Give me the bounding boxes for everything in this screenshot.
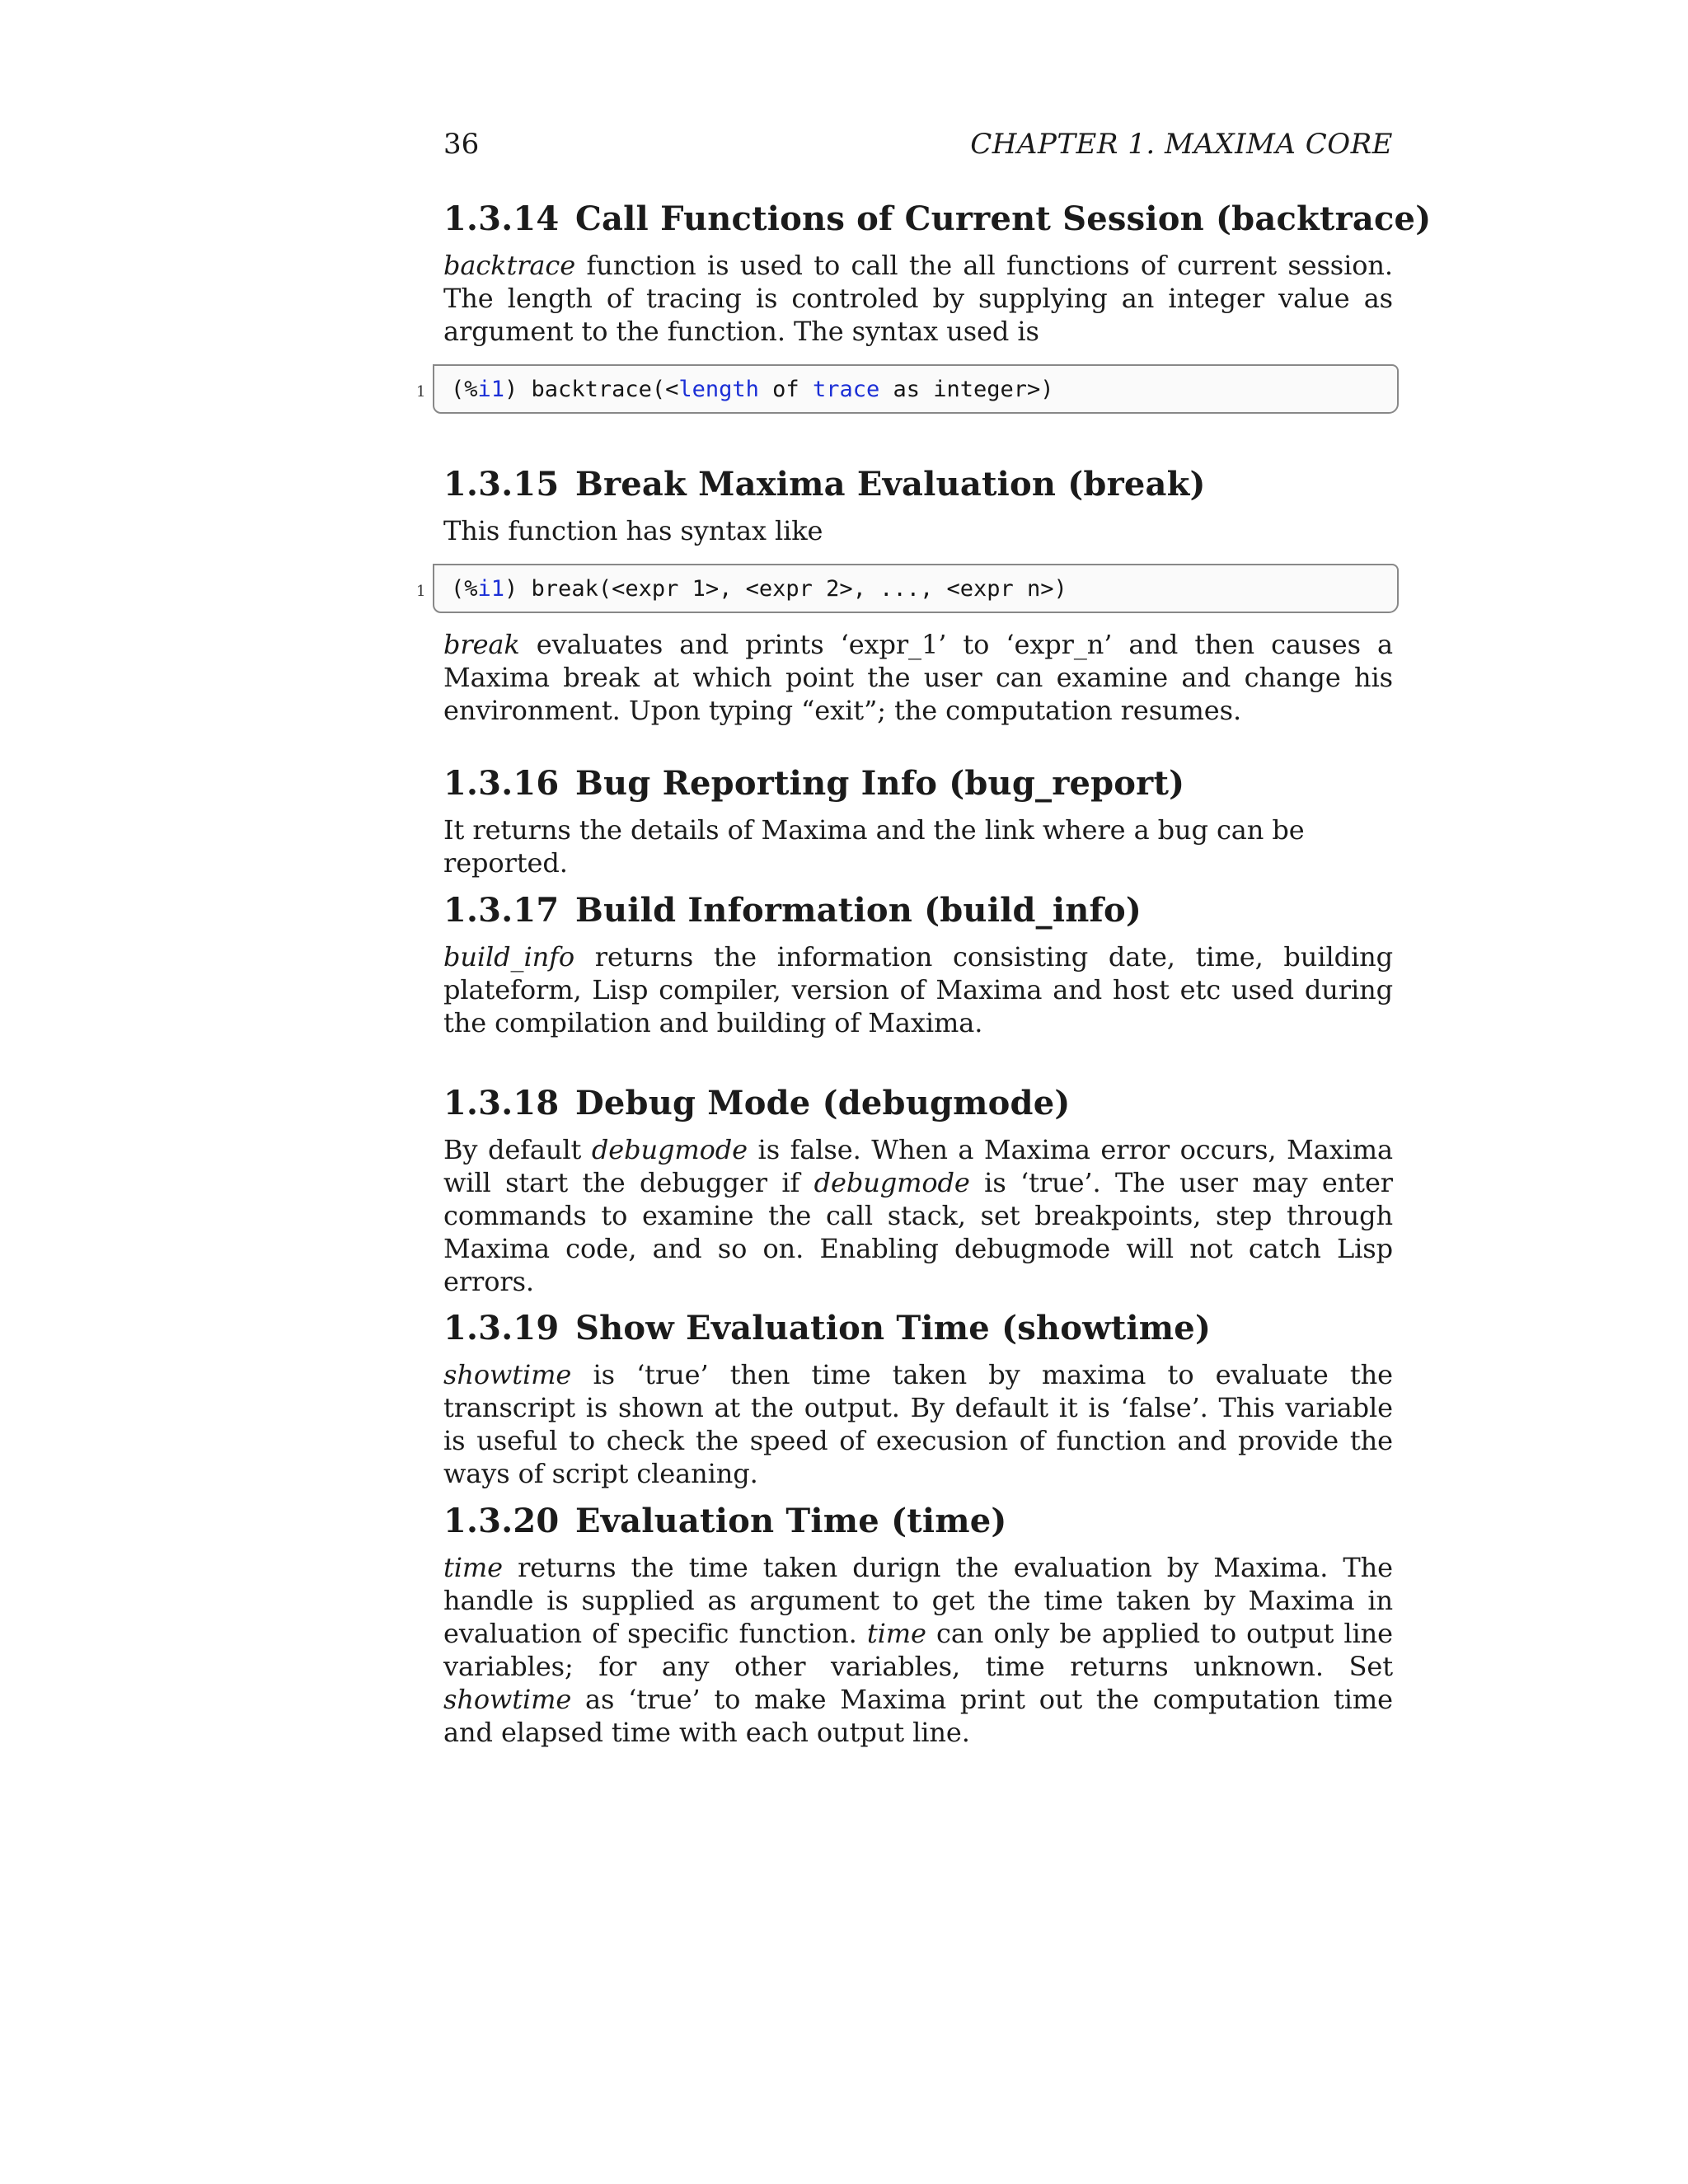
page-header bbox=[443, 124, 1393, 165]
section-bug-report bbox=[443, 761, 1393, 879]
code-line-number: 1 bbox=[416, 583, 426, 600]
paragraph-text: can only be applied to output line variables; for any other variables, time returns unknown. Set bbox=[443, 1618, 1393, 1682]
section-time bbox=[443, 1498, 1393, 1749]
section-heading bbox=[443, 462, 1393, 508]
section-break bbox=[443, 462, 1393, 547]
code-line bbox=[451, 376, 1054, 404]
running-head: CHAPTER 1. MAXIMA CORE bbox=[970, 128, 1393, 161]
italic-term: showtime bbox=[443, 1684, 572, 1715]
italic-term: build_info bbox=[443, 941, 575, 972]
section-showtime bbox=[443, 1305, 1393, 1490]
italic-term: debugmode bbox=[591, 1134, 748, 1165]
code-box bbox=[433, 364, 1399, 414]
italic-term: showtime bbox=[443, 1359, 572, 1390]
code-text: as integer>) bbox=[879, 377, 1054, 402]
paragraph-text: as ‘true’ to make Maxima print out the computation time and elapsed time with each output line. bbox=[443, 1684, 1393, 1748]
paragraph-text: is ‘true’. The user may enter commands to examine the call stack, set breakpoints, step through Maxima code, and so on. Enabling debugmode will not catch Lisp errors. bbox=[443, 1167, 1393, 1297]
section-number: 1.3.18 bbox=[443, 1084, 560, 1122]
code-box bbox=[433, 564, 1399, 613]
italic-term: time bbox=[866, 1618, 926, 1649]
code-call: backtrace(< bbox=[531, 377, 679, 402]
section-backtrace bbox=[443, 196, 1432, 348]
section-number: 1.3.16 bbox=[443, 764, 560, 803]
section-heading bbox=[443, 1498, 1393, 1544]
paragraph-text: By default bbox=[443, 1134, 592, 1165]
section-paragraph bbox=[443, 249, 1393, 348]
section-heading bbox=[443, 1080, 1393, 1127]
code-prompt-open: (% bbox=[451, 377, 478, 402]
italic-term: time bbox=[443, 1552, 503, 1583]
section-title: Bug Reporting Info (bug_report) bbox=[575, 764, 1185, 803]
section-intro: This function has syntax like bbox=[443, 515, 823, 546]
section-paragraph bbox=[443, 628, 1393, 727]
section-break-description bbox=[443, 628, 1393, 727]
section-title: Build Information (build_info) bbox=[575, 891, 1142, 930]
paragraph-text: function is used to call the all functions of current session. The length of tracing is controled by supplying an integer value as argument to the function. The syntax used is bbox=[443, 250, 1393, 347]
section-paragraph bbox=[443, 1133, 1393, 1298]
section-title: Debug Mode (debugmode) bbox=[575, 1084, 1071, 1122]
section-number: 1.3.17 bbox=[443, 891, 560, 930]
section-heading bbox=[443, 761, 1393, 807]
code-line-number: 1 bbox=[416, 383, 426, 401]
section-debugmode bbox=[443, 1080, 1393, 1298]
paragraph-text: returns the time taken durign the evaluation by Maxima. The handle is supplied as argument to get the time taken by Maxima in evaluation of specific function. bbox=[443, 1552, 1393, 1649]
section-title: Break Maxima Evaluation (break) bbox=[575, 465, 1206, 504]
italic-term: backtrace bbox=[443, 250, 576, 281]
section-title: Evaluation Time (time) bbox=[575, 1502, 1007, 1540]
code-prompt-variable: i1 bbox=[477, 377, 505, 402]
code-text: of bbox=[758, 377, 813, 402]
paragraph-text: returns the information consisting date, time, building plateform, Lisp compiler, version of Maxima and host etc used during the compilation and building of Maxima. bbox=[443, 941, 1393, 1038]
section-paragraph bbox=[443, 1358, 1393, 1490]
paragraph-text: evaluates and prints ‘expr_1’ to ‘expr_n’ and then causes a Maxima break at which point the user can examine and change his environment. Upon typing “exit”; the computation resumes. bbox=[443, 629, 1393, 726]
paragraph-text: is ‘true’ then time taken by maxima to evaluate the transcript is shown at the output. By default it is ‘false’. This variable is useful to check the speed of execusion of function and provide the ways of script cleaning. bbox=[443, 1359, 1393, 1489]
code-keyword: length bbox=[678, 377, 759, 402]
section-build-info bbox=[443, 888, 1393, 1039]
section-number: 1.3.15 bbox=[443, 465, 560, 504]
code-keyword: trace bbox=[812, 377, 880, 402]
code-listing-backtrace bbox=[416, 364, 1402, 417]
code-prompt-close: ) bbox=[504, 576, 532, 602]
section-title: Call Functions of Current Session (backtrace) bbox=[575, 199, 1432, 238]
section-paragraph: It returns the details of Maxima and the link where a bug can be reported. bbox=[443, 814, 1305, 879]
italic-term: break bbox=[443, 629, 520, 660]
code-prompt-open: (% bbox=[451, 576, 478, 602]
section-heading bbox=[443, 1305, 1393, 1352]
page-number: 36 bbox=[443, 128, 480, 161]
paragraph-text: is false. When a Maxima error occurs, Maxima will start the debugger if bbox=[443, 1134, 1393, 1198]
section-number: 1.3.19 bbox=[443, 1309, 560, 1347]
section-paragraph bbox=[443, 1551, 1393, 1749]
code-prompt-variable: i1 bbox=[477, 576, 505, 602]
section-heading bbox=[443, 196, 1432, 242]
code-listing-break bbox=[416, 564, 1402, 616]
section-number: 1.3.20 bbox=[443, 1502, 560, 1540]
section-title: Show Evaluation Time (showtime) bbox=[575, 1309, 1212, 1347]
code-prompt-close: ) bbox=[504, 377, 532, 402]
section-heading bbox=[443, 888, 1393, 934]
italic-term: debugmode bbox=[814, 1167, 970, 1198]
code-text: break(<expr 1>, <expr 2>, ..., <expr n>) bbox=[531, 576, 1067, 602]
section-paragraph bbox=[443, 940, 1393, 1039]
section-number: 1.3.14 bbox=[443, 199, 560, 238]
code-line bbox=[451, 575, 1067, 603]
